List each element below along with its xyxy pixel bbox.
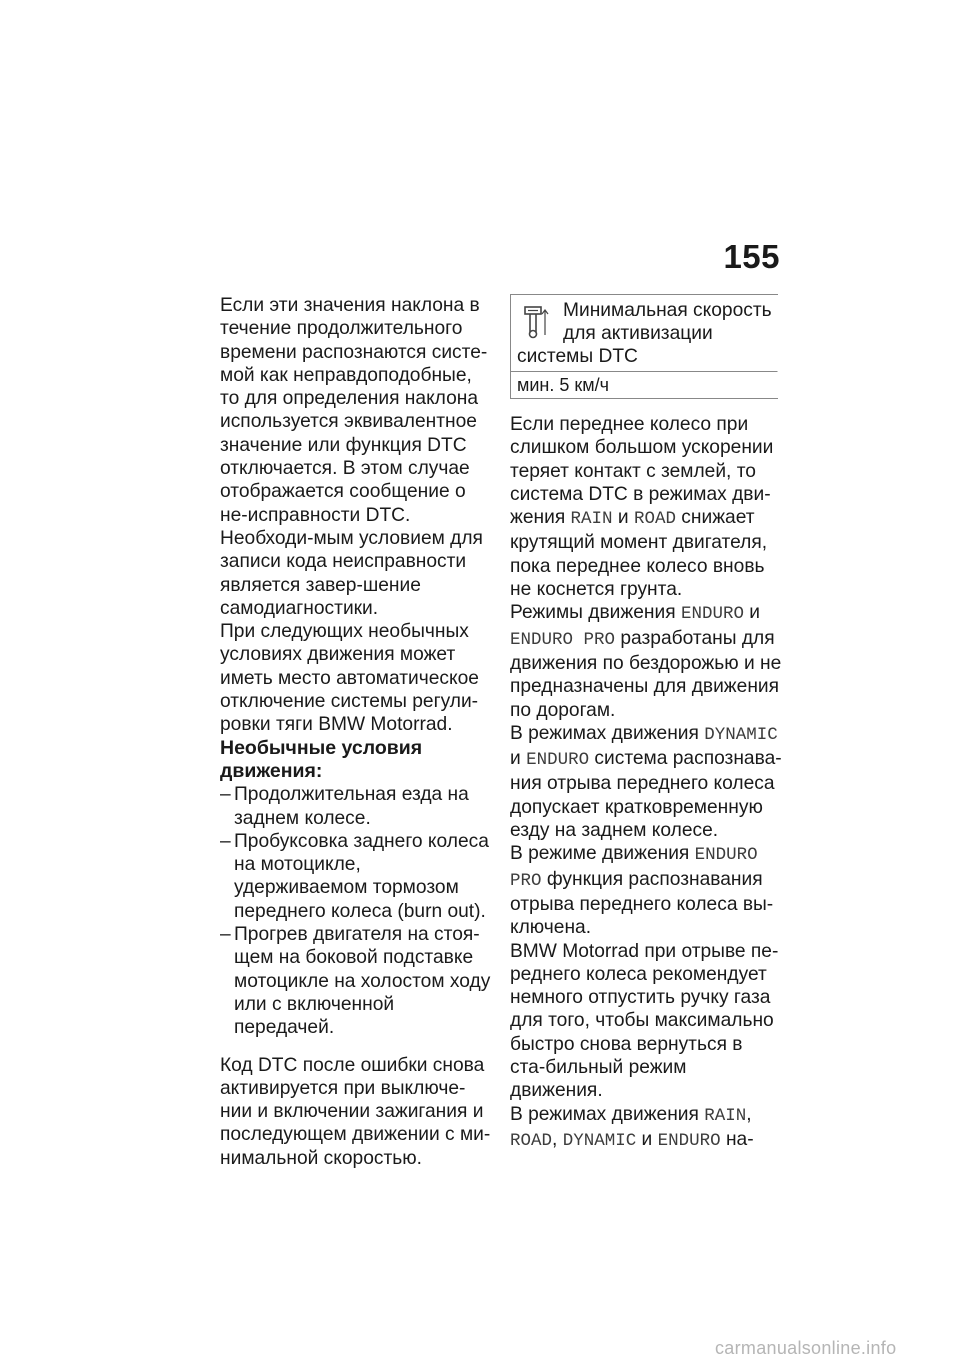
list-item-text: Прогрев двигателя на стоя-щем на боковой подставке мотоцикле на холостом ходу или с включенной передачей. <box>234 924 491 1039</box>
page-number: 155 <box>723 238 780 275</box>
watermark-footer: carmanualsonline.info <box>715 1338 897 1358</box>
technical-data-title-line3: системы DTC <box>517 346 638 367</box>
bullet-dash: – <box>220 830 231 852</box>
list-item-text: Пробуксовка заднего колеса на мотоцикле, удерживаемом тормозом переднего колеса (burn out). <box>234 830 489 922</box>
mode-enduro: ENDURO <box>680 604 744 625</box>
paragraph-dynamic-enduro: В режимах движения DYNAMIC и ENDURO система распознава-ния отрыва переднего колеса допускает кратковременную езду на заднем колесе. <box>510 722 782 842</box>
list-item-text: Продолжительная езда на заднем колесе. <box>234 784 469 829</box>
mode-enduro: ENDURO <box>526 750 590 771</box>
paragraph-dtc-reactivation: Код DTC после ошибки снова активируется при выключе-нии и включении зажигания и последующем движении с ми-нимальной скоростью. <box>220 1054 491 1169</box>
mode-rain: RAIN <box>704 1105 747 1126</box>
technical-data-icon <box>521 305 551 339</box>
mode-rain: RAIN <box>570 509 613 530</box>
paragraph-unusual-conditions: При следующих необычных условиях движения может иметь место автоматическое отключение системы регули-ровки тяги BMW Motorrad. <box>220 621 479 736</box>
conditions-list <box>220 783 492 1039</box>
paragraph-recommendation: BMW Motorrad при отрыве пе-реднего колеса рекомендует немного отпустить ручку газа для того, чтобы максимально быстро снова вернуться в ста-бильный режим движения. <box>510 940 779 1102</box>
minimum-speed-value: мин. 5 км/ч <box>511 372 778 399</box>
mode-enduro-pro: ENDURO PRO <box>510 629 616 650</box>
mode-enduro: ENDURO <box>657 1130 721 1151</box>
list-item <box>220 830 492 923</box>
right-column <box>510 413 782 1153</box>
mode-road: ROAD <box>633 509 676 530</box>
paragraph-enduro-pro: В режиме движения ENDURO PRO функция распознавания отрыва переднего колеса вы-ключена. <box>510 843 774 939</box>
paragraph-wheel-lift: Если переднее колесо при слишком большом ускорении теряет контакт с землей, то система DTC в режимах дви-жения RAIN и ROAD снижает крутящий момент двигателя, пока переднее колесо вновь не коснется грунта. <box>510 414 774 601</box>
section-heading: Необычные условия движения: <box>220 736 423 782</box>
bullet-dash: – <box>220 924 231 946</box>
technical-data-title: Минимальная скорость для активизации <box>563 300 772 345</box>
list-item <box>220 923 492 1039</box>
paragraph-modes-continued: В режимах движения RAIN, ROAD, DYNAMIC и ENDURO на- <box>510 1103 754 1151</box>
mode-dynamic: DYNAMIC <box>704 724 778 745</box>
mode-enduro-pro: ENDURO PRO <box>510 845 758 891</box>
mode-dynamic: DYNAMIC <box>562 1130 637 1151</box>
list-item <box>220 783 492 830</box>
mode-road: ROAD <box>510 1130 553 1151</box>
left-column <box>220 294 492 1170</box>
paragraph-enduro-modes: Режимы движения ENDURO и ENDURO PRO разработаны для движения по бездорожью и не предназначены для движения по дорогам. <box>510 602 782 721</box>
technical-data-header <box>511 295 778 372</box>
bullet-dash: – <box>220 784 231 806</box>
technical-data-box <box>510 294 778 399</box>
paragraph-tilt: Если эти значения наклона в течение продолжительного времени распознаются систе-мой как неправдоподобные, то для определения наклона используется эквивалентное значение или функция DTC отключается. В этом случае отображается сообщение о не-исправности DTC. Необходи-мым условием для записи кода неисправности является завер-шение самодиагностики. <box>220 295 488 619</box>
